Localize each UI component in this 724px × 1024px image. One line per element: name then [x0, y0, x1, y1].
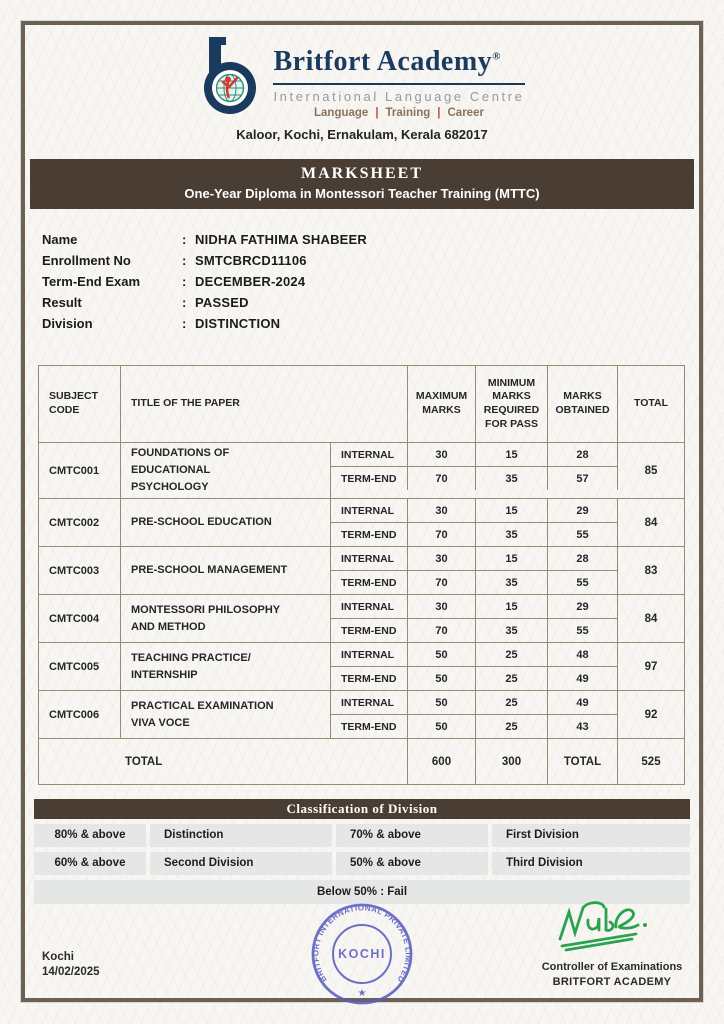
max-marks: 50	[408, 667, 476, 690]
min-marks: 35	[476, 571, 548, 594]
min-marks: 25	[476, 667, 548, 690]
percentage-range: 70% & above	[336, 824, 488, 847]
grand-total: 525	[641, 755, 661, 768]
min-marks: 25	[476, 691, 548, 714]
stamp-center-text: KOCHI	[338, 947, 386, 961]
tagline-primary: International Language Centre	[273, 83, 524, 104]
paper-title: TEACHING PRACTICE/ INTERNSHIP	[121, 643, 331, 690]
field-colon: :	[182, 253, 187, 268]
student-field-row	[42, 313, 367, 334]
round-seal-stamp-icon	[303, 900, 421, 1015]
marks-row	[39, 499, 684, 547]
address-line: Kaloor, Kochi, Ernakulam, Kerala 682017	[236, 127, 488, 142]
min-marks: 15	[476, 499, 548, 522]
exam-subrow	[331, 523, 618, 546]
max-marks: 70	[408, 571, 476, 594]
max-marks: 50	[408, 715, 476, 738]
max-marks: 30	[408, 547, 476, 570]
marks-obtained: 49	[548, 691, 618, 714]
student-field-row	[42, 229, 367, 250]
paper-title: PRE-SCHOOL EDUCATION	[121, 499, 331, 546]
tagline-word: Language	[314, 107, 369, 119]
paper-title: FOUNDATIONS OF EDUCATIONAL PSYCHOLOGY	[121, 443, 331, 498]
field-value: SMTCBRCD11106	[195, 253, 307, 268]
place-date	[42, 950, 100, 980]
exam-type: TERM-END	[331, 715, 408, 738]
header-minimum-marks: MINIMUM MARKS REQUIRED FOR PASS	[476, 366, 548, 442]
field-colon: :	[182, 295, 187, 310]
tagline-word: Training	[385, 107, 431, 119]
exam-split	[331, 691, 618, 738]
controller-signature-icon	[548, 941, 676, 958]
classification-section	[34, 799, 690, 904]
exam-subrow	[331, 715, 618, 738]
registered-mark: ®	[492, 50, 501, 63]
stamp-ring-text: BRITFORT INTERNATIONAL PRIVATE LIMITED	[311, 903, 413, 985]
signature-block	[524, 896, 700, 988]
header-total: TOTAL	[633, 397, 669, 410]
fail-note: Below 50% : Fail	[34, 880, 690, 904]
field-label: Term-End Exam	[42, 274, 141, 289]
marks-obtained: 49	[548, 667, 618, 690]
max-marks: 70	[408, 467, 476, 490]
exam-type: INTERNAL	[331, 547, 408, 570]
percentage-range: 80% & above	[34, 824, 146, 847]
row-total: 97	[644, 660, 658, 673]
paper-title: MONTESSORI PHILOSOPHY AND METHOD	[121, 595, 331, 642]
min-marks: 35	[476, 619, 548, 642]
exam-split	[331, 595, 618, 642]
marksheet-banner	[30, 159, 694, 209]
marks-row	[39, 443, 684, 499]
document-title: MARKSHEET	[300, 165, 423, 182]
exam-type: TERM-END	[331, 467, 408, 490]
max-marks: 30	[408, 443, 476, 466]
header-paper-title: TITLE OF THE PAPER	[121, 366, 408, 442]
min-marks: 15	[476, 547, 548, 570]
signatory-title: Controller of Examinations	[541, 961, 683, 973]
marks-obtained: 55	[548, 523, 618, 546]
exam-subrow	[331, 499, 618, 523]
britfort-b-globe-logo-icon	[199, 34, 261, 125]
max-marks: 70	[408, 619, 476, 642]
row-total: 92	[644, 708, 658, 721]
marks-obtained: 43	[548, 715, 618, 738]
exam-type: INTERNAL	[331, 443, 408, 466]
marks-total-row	[39, 739, 684, 784]
marks-obtained: 29	[548, 595, 618, 618]
min-marks: 25	[476, 715, 548, 738]
tagline-services	[273, 107, 524, 119]
brand-name: Britfort Academy®	[273, 46, 501, 77]
student-field-row	[42, 250, 367, 271]
division-name: First Division	[492, 824, 690, 847]
min-marks: 15	[476, 443, 548, 466]
exam-type: TERM-END	[331, 523, 408, 546]
subject-code: CMTC001	[39, 443, 121, 498]
marks-obtained: 48	[548, 643, 618, 666]
min-marks: 15	[476, 595, 548, 618]
marks-table	[38, 365, 685, 785]
subject-code: CMTC003	[39, 547, 121, 594]
svg-text:BRITFORT INTERNATIONAL PRIVATE	[311, 903, 412, 984]
max-marks: 30	[408, 595, 476, 618]
exam-type: INTERNAL	[331, 643, 408, 666]
max-marks: 30	[408, 499, 476, 522]
field-colon: :	[182, 232, 187, 247]
exam-type: TERM-END	[331, 571, 408, 594]
row-total: 84	[644, 612, 658, 625]
stamp-star-icon: ★	[357, 988, 367, 999]
exam-split	[331, 547, 618, 594]
min-marks: 35	[476, 467, 548, 490]
exam-subrow	[331, 571, 618, 594]
field-label: Enrollment No	[42, 253, 131, 268]
field-label: Name	[42, 232, 78, 247]
field-value: NIDHA FATHIMA SHABEER	[195, 232, 367, 247]
total-obtained-label: TOTAL	[548, 739, 618, 784]
marks-table-body	[39, 443, 684, 739]
max-marks: 70	[408, 523, 476, 546]
marks-table-header	[39, 366, 684, 443]
max-marks: 50	[408, 643, 476, 666]
classification-title: Classification of Division	[34, 799, 690, 819]
marks-obtained: 28	[548, 443, 618, 466]
signatory-organization: BRITFORT ACADEMY	[552, 976, 672, 988]
division-name: Second Division	[150, 852, 332, 875]
marks-row	[39, 595, 684, 643]
row-total: 84	[644, 516, 658, 529]
field-colon: :	[182, 274, 187, 289]
tagline-word: Career	[447, 107, 484, 119]
marks-obtained: 29	[548, 499, 618, 522]
total-minimum: 300	[476, 739, 548, 784]
exam-split	[331, 443, 618, 498]
marks-row	[39, 643, 684, 691]
exam-split	[331, 643, 618, 690]
issue-date: 14/02/2025	[42, 966, 100, 978]
exam-type: TERM-END	[331, 667, 408, 690]
field-value: DISTINCTION	[195, 316, 281, 331]
exam-type: INTERNAL	[331, 499, 408, 522]
tagline-separator: |	[375, 107, 379, 119]
exam-subrow	[331, 691, 618, 715]
classification-row	[34, 852, 690, 875]
division-name: Third Division	[492, 852, 690, 875]
marks-row	[39, 691, 684, 739]
exam-type: INTERNAL	[331, 691, 408, 714]
subject-code: CMTC006	[39, 691, 121, 738]
marks-obtained: 28	[548, 547, 618, 570]
field-value: PASSED	[195, 295, 249, 310]
percentage-range: 50% & above	[336, 852, 488, 875]
course-title: One-Year Diploma in Montessori Teacher Training (MTTC)	[184, 186, 540, 201]
student-field-row	[42, 271, 367, 292]
paper-title: PRACTICAL EXAMINATION VIVA VOCE	[121, 691, 331, 738]
classification-row	[34, 824, 690, 847]
exam-subrow	[331, 547, 618, 571]
exam-subrow	[331, 595, 618, 619]
subject-code: CMTC004	[39, 595, 121, 642]
exam-subrow	[331, 619, 618, 642]
marks-obtained: 55	[548, 571, 618, 594]
exam-type: TERM-END	[331, 619, 408, 642]
paper-title: PRE-SCHOOL MANAGEMENT	[121, 547, 331, 594]
field-colon: :	[182, 316, 187, 331]
letterhead	[0, 34, 724, 125]
header-marks-obtained: MARKS OBTAINED	[548, 366, 618, 442]
classification-rows	[34, 824, 690, 875]
row-total: 85	[644, 464, 658, 477]
issue-place: Kochi	[42, 951, 74, 963]
exam-subrow	[331, 467, 618, 490]
student-details	[42, 229, 367, 334]
subject-code: CMTC002	[39, 499, 121, 546]
field-label: Division	[42, 316, 93, 331]
exam-split	[331, 499, 618, 546]
field-label: Result	[42, 295, 82, 310]
total-label: TOTAL	[39, 739, 408, 784]
brand-block	[273, 34, 524, 119]
field-value: DECEMBER-2024	[195, 274, 306, 289]
min-marks: 35	[476, 523, 548, 546]
header-maximum-marks: MAXIMUM MARKS	[408, 366, 476, 442]
row-total: 83	[644, 564, 658, 577]
exam-subrow	[331, 667, 618, 690]
exam-subrow	[331, 643, 618, 667]
marks-obtained: 55	[548, 619, 618, 642]
division-name: Distinction	[150, 824, 332, 847]
student-field-row	[42, 292, 367, 313]
exam-type: INTERNAL	[331, 595, 408, 618]
tagline-separator: |	[437, 107, 441, 119]
min-marks: 25	[476, 643, 548, 666]
header-subject-code: SUBJECT CODE	[39, 366, 121, 442]
percentage-range: 60% & above	[34, 852, 146, 875]
marks-obtained: 57	[548, 467, 618, 490]
subject-code: CMTC005	[39, 643, 121, 690]
exam-subrow	[331, 443, 618, 467]
marks-row	[39, 547, 684, 595]
max-marks: 50	[408, 691, 476, 714]
total-maximum: 600	[408, 739, 476, 784]
